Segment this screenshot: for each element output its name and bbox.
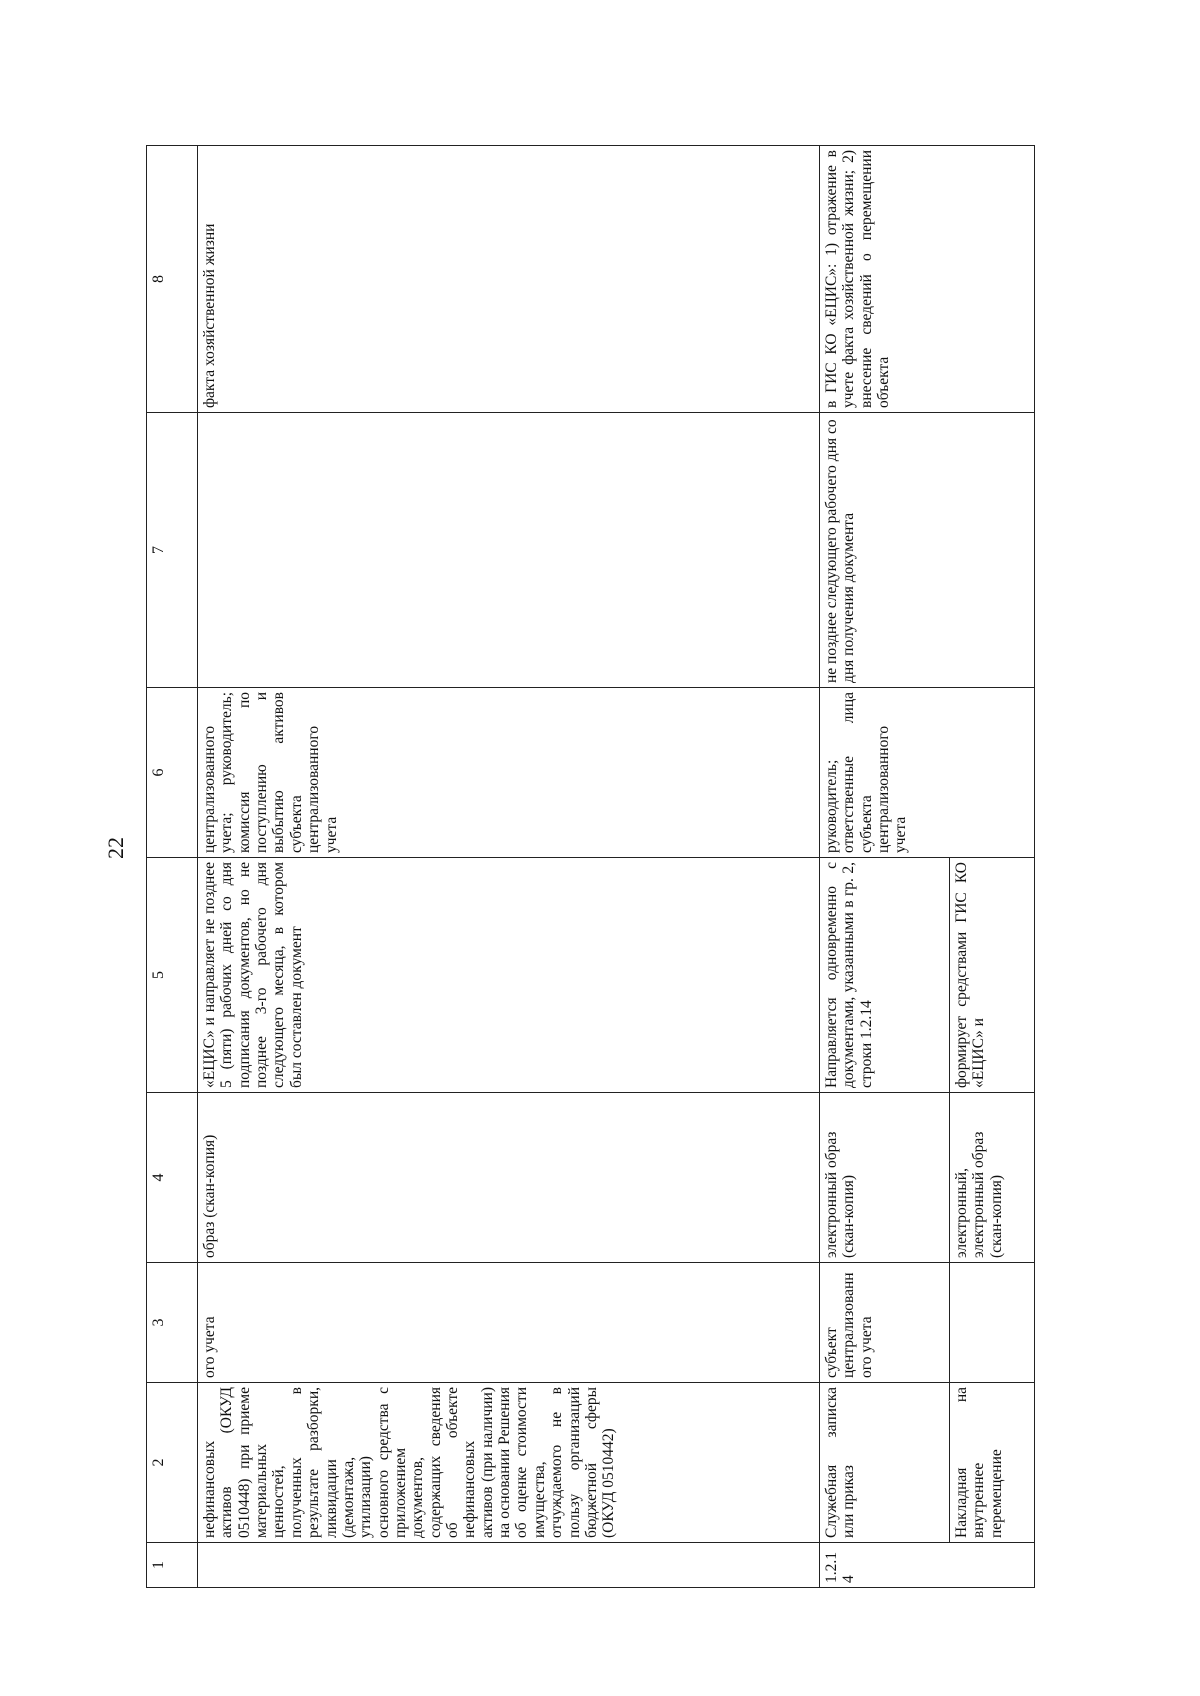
table-row <box>198 146 820 1588</box>
table-cell: факта хозяйственной жизни <box>198 146 820 413</box>
document-table <box>146 145 1035 1588</box>
table-cell: 1.2.14 <box>820 1543 1035 1588</box>
table-header-row <box>147 146 198 1588</box>
table-cell: электронный, электронный образ (скан-копия) <box>950 1093 1035 1263</box>
table-row <box>820 146 950 1588</box>
table-cell: в ГИС КО «ЕЦИС»: 1) отражение в учете факта хозяйственной жизни; 2) внесение сведений о перемещении объекта <box>820 146 1035 413</box>
table-cell: не позднее следующего рабочего дня со дня получения документа <box>820 413 1035 688</box>
table-cell: Служебная записка или приказ <box>820 1383 950 1543</box>
column-header: 4 <box>147 1093 198 1263</box>
document-table-wrapper <box>146 146 1005 1588</box>
table-cell: руководитель; ответственные лица субъекта централизованного учета <box>820 688 1035 858</box>
column-header: 1 <box>147 1543 198 1588</box>
table-cell: централизованного учета; руководитель; комиссия по поступлению и выбытию активов субъекта централизованного учета <box>198 688 820 858</box>
table-cell: Направляется одновременно с документами, указанными в гр. 2, строки 1.2.14 <box>820 858 950 1093</box>
table-cell: «ЕЦИС» и направляет не позднее 5 (пяти) рабочих дней со дня подписания документов, но не позднее 3-го рабочего дня следующего месяца, в котором был составлен документ <box>198 858 820 1093</box>
column-header: 3 <box>147 1263 198 1383</box>
table-cell <box>198 1543 820 1588</box>
column-header: 5 <box>147 858 198 1093</box>
table-cell <box>198 413 820 688</box>
table-cell: субъект централизованного учета <box>820 1263 950 1383</box>
table-cell: образ (скан-копия) <box>198 1093 820 1263</box>
table-cell: электронный образ (скан-копия) <box>820 1093 950 1263</box>
column-header: 6 <box>147 688 198 858</box>
table-cell: ого учета <box>198 1263 820 1383</box>
table-cell: нефинансовых активов (ОКУД 0510448) при приеме материальных ценностей, полученных в результате разборки, ликвидации (демонтажа, утилизации) основного средства с приложением документов, содержащих сведения об объекте нефинансовых активов (при наличии) на основании Решения об оценке стоимости имущества, отчуждаемого не в пользу организаций бюджетной сферы (ОКУД 0510442) <box>198 1383 820 1543</box>
page-number: 22 <box>103 837 128 859</box>
column-header: 2 <box>147 1383 198 1543</box>
column-header: 7 <box>147 413 198 688</box>
table-cell <box>950 1263 1035 1383</box>
table-cell: Накладная на внутреннее перемещение <box>950 1383 1035 1543</box>
column-header: 8 <box>147 146 198 413</box>
table-cell: формирует средствами ГИС КО «ЕЦИС» и <box>950 858 1035 1093</box>
